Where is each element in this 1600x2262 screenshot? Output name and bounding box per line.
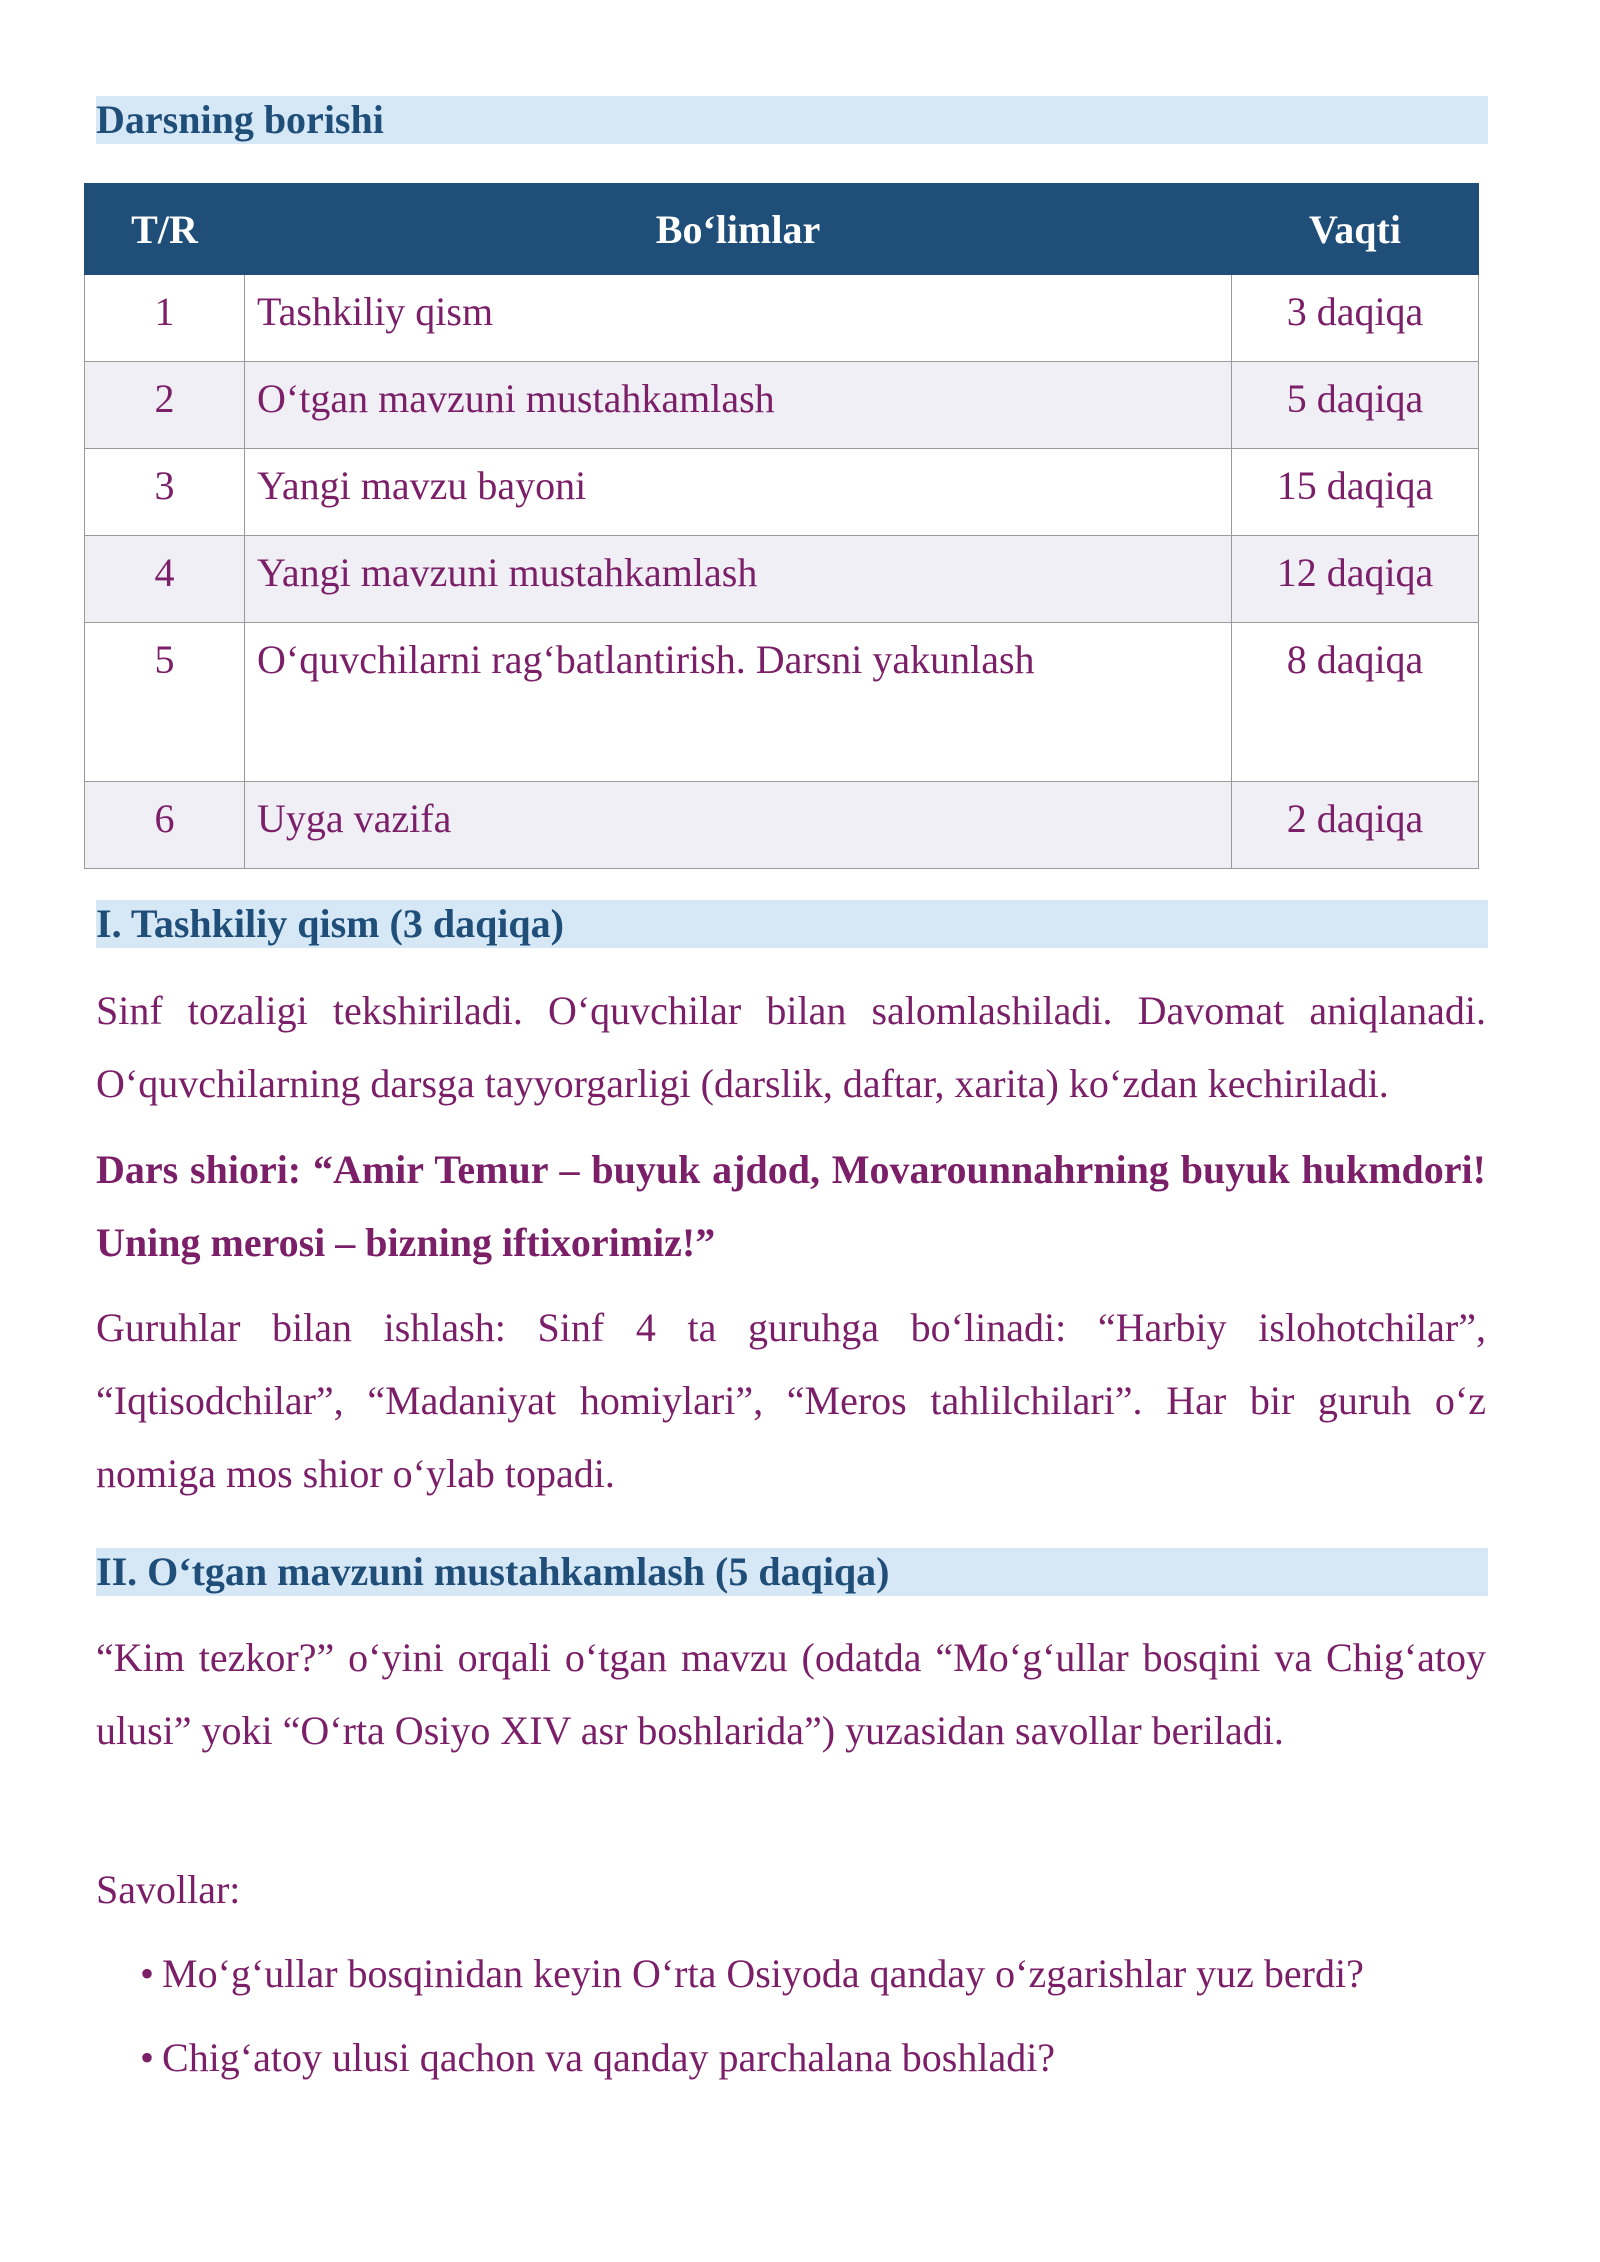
row-section: O‘quvchilarni rag‘batlantirish. Darsni yakunlash bbox=[245, 623, 1232, 782]
table-row bbox=[85, 536, 1479, 623]
row-time: 5 daqiqa bbox=[1232, 362, 1479, 449]
row-section: Uyga vazifa bbox=[245, 782, 1232, 869]
bullet-icon: • bbox=[140, 2035, 155, 2080]
row-number: 6 bbox=[85, 782, 245, 869]
row-time: 3 daqiqa bbox=[1232, 275, 1479, 362]
row-time: 8 daqiqa bbox=[1232, 623, 1479, 782]
column-header-number: T/R bbox=[85, 184, 245, 275]
questions-label: Savollar: bbox=[96, 1867, 241, 1912]
row-section: Tashkiliy qism bbox=[245, 275, 1232, 362]
table-header-row bbox=[85, 184, 1479, 275]
row-number: 5 bbox=[85, 623, 245, 782]
review-paragraph: “Kim tezkor?” o‘yini orqali o‘tgan mavzu (odatda “Mo‘g‘ullar bosqini va Chig‘atoy ulusi” yoki “O‘rta Osiyo XIV asr boshlarida”) yuzasidan savollar beriladi. bbox=[96, 1635, 1486, 1753]
column-header-sections: Bo‘limlar bbox=[245, 184, 1232, 275]
questions-list bbox=[140, 1932, 1490, 2100]
list-item bbox=[140, 2016, 1490, 2100]
table-row bbox=[85, 623, 1479, 782]
row-section: O‘tgan mavzuni mustahkamlash bbox=[245, 362, 1232, 449]
section-heading-organizational: I. Tashkiliy qism (3 daqiqa) bbox=[96, 900, 1488, 948]
row-number: 3 bbox=[85, 449, 245, 536]
table-row bbox=[85, 275, 1479, 362]
organizational-paragraph: Sinf tozaligi tekshiriladi. O‘quvchilar bilan salomlashiladi. Davomat aniqlanadi. O‘quvchilarning darsga tayyorgarligi (darslik, daftar, xarita) ko‘zdan kechiriladi. bbox=[96, 988, 1486, 1106]
row-time: 12 daqiqa bbox=[1232, 536, 1479, 623]
question-text: Mo‘g‘ullar bosqinidan keyin O‘rta Osiyoda qanday o‘zgarishlar yuz berdi? bbox=[162, 1951, 1364, 1996]
row-number: 2 bbox=[85, 362, 245, 449]
row-section: Yangi mavzuni mustahkamlash bbox=[245, 536, 1232, 623]
question-text: Chig‘atoy ulusi qachon va qanday parchalana boshladi? bbox=[162, 2035, 1056, 2080]
row-time: 2 daqiqa bbox=[1232, 782, 1479, 869]
lesson-motto: Dars shiori: “Amir Temur – buyuk ajdod, Movarounnahrning buyuk hukmdori! Uning merosi – bizning iftixorimiz!” bbox=[96, 1147, 1486, 1265]
row-section: Yangi mavzu bayoni bbox=[245, 449, 1232, 536]
lesson-plan-table bbox=[84, 183, 1479, 869]
row-time: 15 daqiqa bbox=[1232, 449, 1479, 536]
table-row bbox=[85, 362, 1479, 449]
section-heading-lesson-flow: Darsning borishi bbox=[96, 96, 1488, 144]
table-row bbox=[85, 449, 1479, 536]
section-heading-review: II. O‘tgan mavzuni mustahkamlash (5 daqiqa) bbox=[96, 1548, 1488, 1596]
row-number: 4 bbox=[85, 536, 245, 623]
column-header-time: Vaqti bbox=[1232, 184, 1479, 275]
table-row bbox=[85, 782, 1479, 869]
row-number: 1 bbox=[85, 275, 245, 362]
bullet-icon: • bbox=[140, 1951, 155, 1996]
group-work-paragraph: Guruhlar bilan ishlash: Sinf 4 ta guruhga bo‘linadi: “Harbiy islohotchilar”, “Iqtisodchilar”, “Madaniyat homiylari”, “Meros tahlilchilari”. Har bir guruh o‘z nomiga mos shior o‘ylab topadi. bbox=[96, 1305, 1486, 1496]
list-item bbox=[140, 1932, 1490, 2016]
